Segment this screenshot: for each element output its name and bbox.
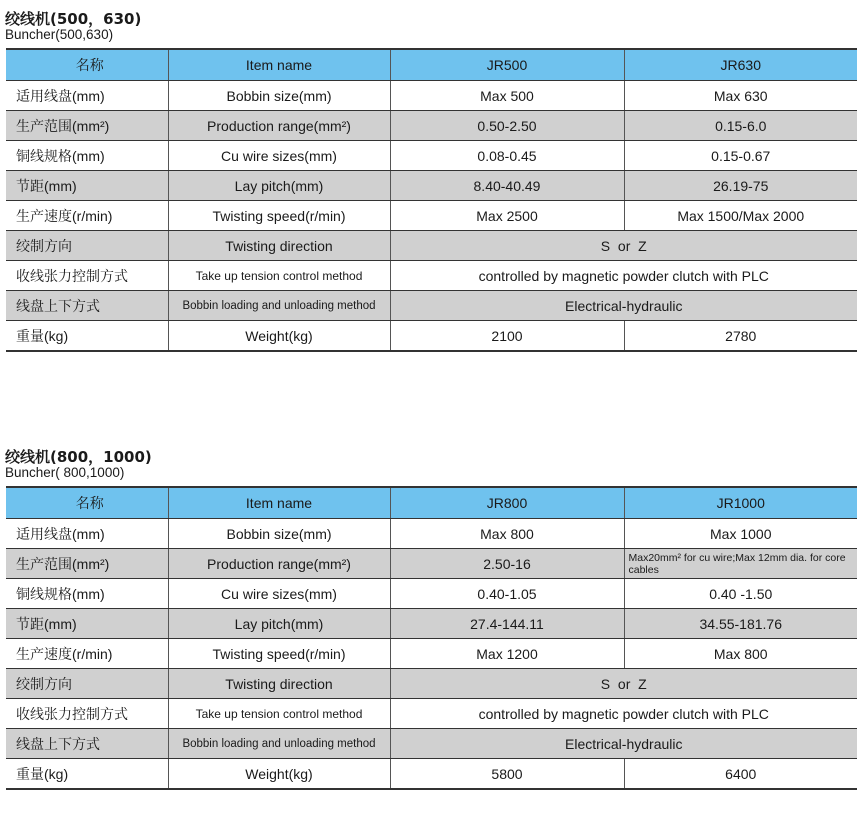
row-label-en: Lay pitch(mm) bbox=[168, 171, 390, 201]
row-label-en: Production range(mm²) bbox=[168, 549, 390, 579]
row-value-b: 26.19-75 bbox=[624, 171, 857, 201]
buncher-800-1000-section bbox=[0, 446, 860, 812]
table-row bbox=[6, 759, 857, 790]
row-value-a: 8.40-40.49 bbox=[390, 171, 624, 201]
row-label-zh: 重量(kg) bbox=[6, 321, 168, 352]
row-value-merged: S or Z bbox=[390, 669, 857, 699]
row-label-zh: 节距(mm) bbox=[6, 609, 168, 639]
section-title-en: Buncher( 800,1000) bbox=[5, 465, 125, 480]
row-value-a: 0.40-1.05 bbox=[390, 579, 624, 609]
table-row bbox=[6, 141, 857, 171]
row-label-zh: 绞制方向 bbox=[6, 231, 168, 261]
header-item-name: Item name bbox=[168, 487, 390, 519]
row-value-merged: controlled by magnetic powder clutch with PLC bbox=[390, 261, 857, 291]
row-value-b: Max 1000 bbox=[624, 519, 857, 549]
spec-table bbox=[6, 48, 857, 352]
row-label-en: Bobbin size(mm) bbox=[168, 519, 390, 549]
header-model-b: JR1000 bbox=[624, 487, 857, 519]
table-row bbox=[6, 639, 857, 669]
section-title-zh: 绞线机(500，630) bbox=[5, 10, 142, 28]
row-value-merged: S or Z bbox=[390, 231, 857, 261]
row-value-a: Max 2500 bbox=[390, 201, 624, 231]
row-value-a: 0.50-2.50 bbox=[390, 111, 624, 141]
row-value-a: 2100 bbox=[390, 321, 624, 352]
table-row bbox=[6, 609, 857, 639]
header-name-zh: 名称 bbox=[6, 49, 168, 81]
row-label-zh: 生产速度(r/min) bbox=[6, 639, 168, 669]
row-label-en: Twisting direction bbox=[168, 231, 390, 261]
row-value-b: 0.40 -1.50 bbox=[624, 579, 857, 609]
header-name-zh: 名称 bbox=[6, 487, 168, 519]
row-label-zh: 收线张力控制方式 bbox=[6, 699, 168, 729]
table-row bbox=[6, 669, 857, 699]
row-label-zh: 铜线规格(mm) bbox=[6, 141, 168, 171]
table-row bbox=[6, 81, 857, 111]
header-item-name: Item name bbox=[168, 49, 390, 81]
row-label-zh: 绞制方向 bbox=[6, 669, 168, 699]
table-row bbox=[6, 291, 857, 321]
row-value-a: Max 500 bbox=[390, 81, 624, 111]
row-label-en: Production range(mm²) bbox=[168, 111, 390, 141]
table-row bbox=[6, 579, 857, 609]
table-row bbox=[6, 699, 857, 729]
row-value-a: 2.50-16 bbox=[390, 549, 624, 579]
row-value-merged: Electrical-hydraulic bbox=[390, 729, 857, 759]
row-value-b: Max20mm² for cu wire;Max 12mm dia. for core cables bbox=[624, 549, 857, 579]
row-label-zh: 线盘上下方式 bbox=[6, 729, 168, 759]
row-value-b: Max 1500/Max 2000 bbox=[624, 201, 857, 231]
row-label-zh: 适用线盘(mm) bbox=[6, 519, 168, 549]
row-value-b: Max 630 bbox=[624, 81, 857, 111]
section-title-en: Buncher(500,630) bbox=[5, 27, 114, 42]
row-label-en: Twisting speed(r/min) bbox=[168, 201, 390, 231]
row-value-b: 34.55-181.76 bbox=[624, 609, 857, 639]
table-row bbox=[6, 231, 857, 261]
row-label-zh: 生产范围(mm²) bbox=[6, 549, 168, 579]
spec-table bbox=[6, 486, 857, 790]
row-label-en: Take up tension control method bbox=[168, 699, 390, 729]
row-label-en: Lay pitch(mm) bbox=[168, 609, 390, 639]
row-label-en: Bobbin loading and unloading method bbox=[168, 729, 390, 759]
section-title-zh: 绞线机(800，1000) bbox=[5, 448, 152, 466]
row-label-en: Weight(kg) bbox=[168, 759, 390, 790]
header-model-b: JR630 bbox=[624, 49, 857, 81]
row-label-zh: 重量(kg) bbox=[6, 759, 168, 790]
row-value-b: 0.15-0.67 bbox=[624, 141, 857, 171]
table-row bbox=[6, 729, 857, 759]
row-value-a: 0.08-0.45 bbox=[390, 141, 624, 171]
row-label-en: Cu wire sizes(mm) bbox=[168, 579, 390, 609]
table-row bbox=[6, 111, 857, 141]
table-header-row bbox=[6, 49, 857, 81]
row-label-zh: 铜线规格(mm) bbox=[6, 579, 168, 609]
table-row bbox=[6, 519, 857, 549]
table-row bbox=[6, 171, 857, 201]
row-label-en: Bobbin loading and unloading method bbox=[168, 291, 390, 321]
row-label-en: Take up tension control method bbox=[168, 261, 390, 291]
table-row bbox=[6, 201, 857, 231]
row-label-en: Twisting direction bbox=[168, 669, 390, 699]
row-label-zh: 节距(mm) bbox=[6, 171, 168, 201]
row-label-en: Weight(kg) bbox=[168, 321, 390, 352]
header-model-a: JR800 bbox=[390, 487, 624, 519]
row-value-a: Max 1200 bbox=[390, 639, 624, 669]
row-label-zh: 适用线盘(mm) bbox=[6, 81, 168, 111]
table-row bbox=[6, 321, 857, 352]
row-value-b: 2780 bbox=[624, 321, 857, 352]
row-value-a: 5800 bbox=[390, 759, 624, 790]
header-model-a: JR500 bbox=[390, 49, 624, 81]
row-label-en: Twisting speed(r/min) bbox=[168, 639, 390, 669]
row-label-zh: 线盘上下方式 bbox=[6, 291, 168, 321]
row-label-zh: 生产范围(mm²) bbox=[6, 111, 168, 141]
buncher-500-630-section bbox=[0, 8, 860, 378]
row-label-en: Bobbin size(mm) bbox=[168, 81, 390, 111]
row-value-b: Max 800 bbox=[624, 639, 857, 669]
table-row bbox=[6, 549, 857, 579]
row-value-a: Max 800 bbox=[390, 519, 624, 549]
row-value-merged: controlled by magnetic powder clutch with PLC bbox=[390, 699, 857, 729]
table-header-row bbox=[6, 487, 857, 519]
row-value-merged: Electrical-hydraulic bbox=[390, 291, 857, 321]
row-value-a: 27.4-144.11 bbox=[390, 609, 624, 639]
row-label-zh: 生产速度(r/min) bbox=[6, 201, 168, 231]
row-value-b: 0.15-6.0 bbox=[624, 111, 857, 141]
row-label-en: Cu wire sizes(mm) bbox=[168, 141, 390, 171]
table-row bbox=[6, 261, 857, 291]
row-label-zh: 收线张力控制方式 bbox=[6, 261, 168, 291]
row-value-b: 6400 bbox=[624, 759, 857, 790]
